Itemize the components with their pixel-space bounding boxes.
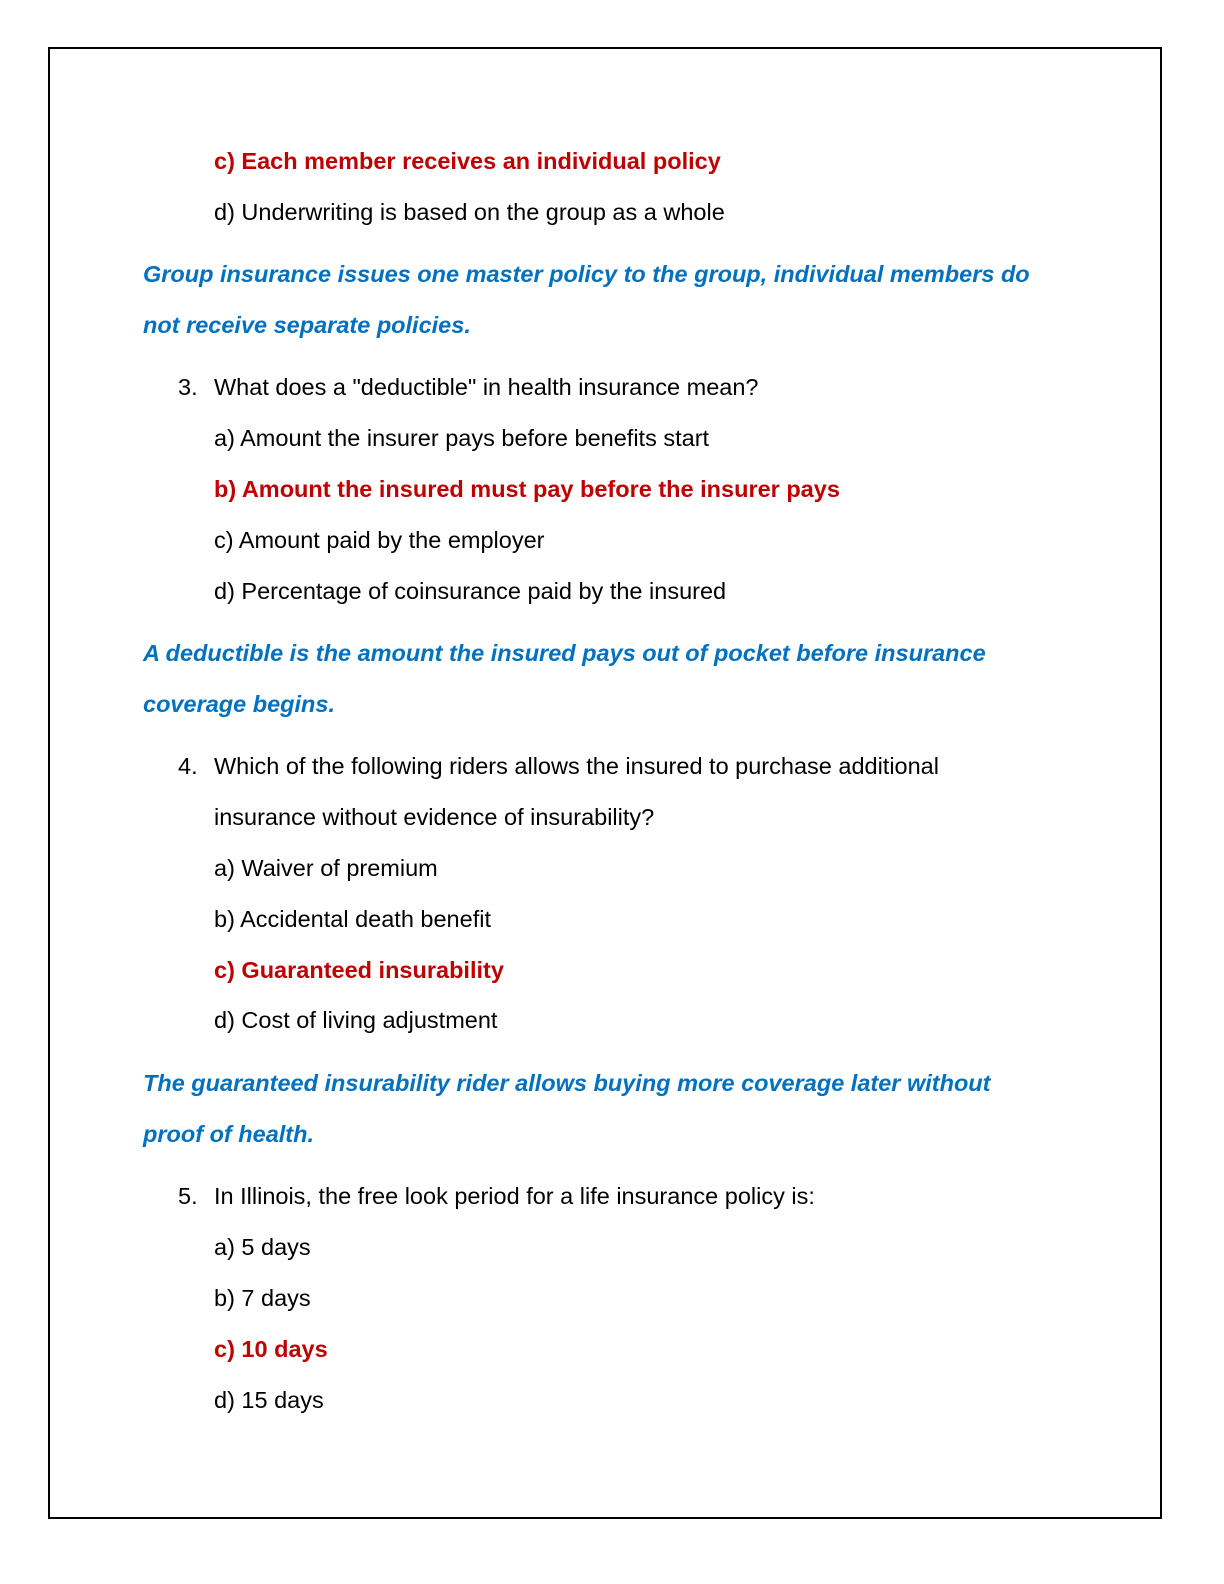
q2-option-c-correct-answer: c) Each member receives an individual policy xyxy=(214,148,721,174)
q2-explanation-line-2: not receive separate policies. xyxy=(143,312,471,338)
q3-explanation-line-2: coverage begins. xyxy=(143,691,335,717)
q4-question-line-2: insurance without evidence of insurability? xyxy=(214,804,655,830)
q5-number: 5. xyxy=(178,1183,198,1209)
q3-option-a: a) Amount the insurer pays before benefits start xyxy=(214,425,710,451)
q5-option-d: d) 15 days xyxy=(214,1387,324,1413)
q3-option-b-correct-answer: b) Amount the insured must pay before the insurer pays xyxy=(214,476,840,502)
q4-option-a: a) Waiver of premium xyxy=(214,855,438,881)
q3-question: What does a "deductible" in health insurance mean? xyxy=(214,374,759,400)
q5-option-b: b) 7 days xyxy=(214,1285,311,1311)
q2-option-d: d) Underwriting is based on the group as a whole xyxy=(214,199,725,225)
q5-option-c-correct-answer: c) 10 days xyxy=(214,1336,328,1362)
q4-option-b: b) Accidental death benefit xyxy=(214,906,491,932)
q4-number: 4. xyxy=(178,753,198,779)
q5-option-a: a) 5 days xyxy=(214,1234,311,1260)
q3-explanation-line-1: A deductible is the amount the insured pays out of pocket before insurance xyxy=(143,640,986,666)
q3-number: 3. xyxy=(178,374,198,400)
q3-option-c: c) Amount paid by the employer xyxy=(214,527,545,553)
q2-explanation-line-1: Group insurance issues one master policy to the group, individual members do xyxy=(143,261,1030,287)
q4-option-c-correct-answer: c) Guaranteed insurability xyxy=(214,957,504,983)
q4-option-d: d) Cost of living adjustment xyxy=(214,1007,498,1033)
q4-explanation-line-1: The guaranteed insurability rider allows buying more coverage later without xyxy=(143,1070,991,1096)
q3-option-d: d) Percentage of coinsurance paid by the insured xyxy=(214,578,727,604)
q5-question: In Illinois, the free look period for a life insurance policy is: xyxy=(214,1183,815,1209)
q4-explanation-line-2: proof of health. xyxy=(143,1121,315,1147)
q4-question-line-1: Which of the following riders allows the insured to purchase additional xyxy=(214,753,939,779)
